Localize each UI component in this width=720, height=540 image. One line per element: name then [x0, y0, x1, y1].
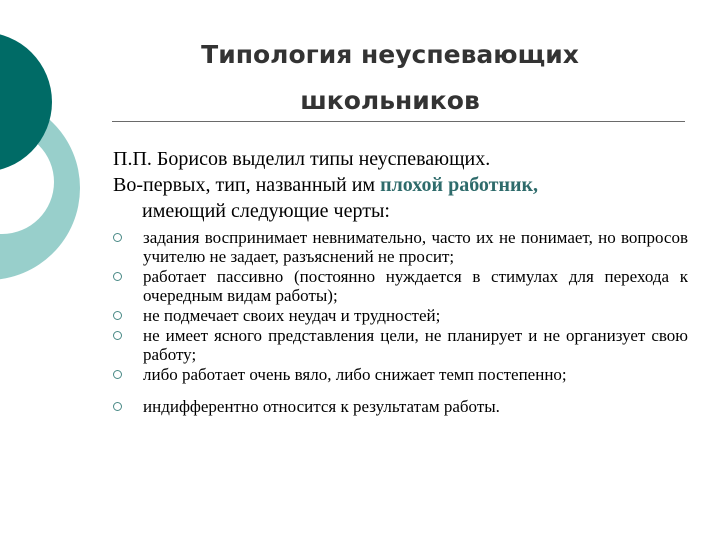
intro-paragraph — [113, 146, 688, 224]
title-divider — [112, 121, 685, 122]
slide-title — [150, 32, 630, 124]
list-item — [113, 228, 688, 266]
intro-line-1: П.П. Борисов выделил типы неуспевающих. — [113, 148, 491, 170]
list-item — [113, 267, 688, 305]
circle-bullet-icon — [113, 311, 122, 320]
traits-list — [113, 228, 688, 416]
list-item-text: не подмечает своих неудач и трудностей; — [143, 306, 441, 325]
intro-highlight-term: плохой работник, — [380, 174, 539, 196]
list-item — [113, 326, 688, 364]
list-item — [113, 365, 688, 384]
list-item-text: либо работает очень вяло, либо снижает темп постепенно; — [143, 365, 567, 384]
circle-bullet-icon — [113, 233, 122, 242]
list-item — [113, 397, 688, 416]
title-line-2: школьников — [300, 86, 480, 115]
list-item-text: работает пассивно (постоянно нуждается в стимулах для перехода к очередным видам работы); — [143, 267, 688, 305]
list-item — [113, 306, 688, 325]
intro-line-2: Во-первых, тип, названный им — [113, 174, 381, 196]
title-line-1: Типология неуспевающих — [201, 40, 579, 69]
decorative-circles-graphic — [0, 0, 110, 300]
list-item-text: не имеет ясного представления цели, не планирует и не организует свою работу; — [143, 326, 688, 364]
circle-bullet-icon — [113, 370, 122, 379]
list-item-text: задания воспринимает невнимательно, часто их не понимает, но вопросов учителю не задает, разъяснений не просит; — [143, 228, 688, 266]
circle-bullet-icon — [113, 331, 122, 340]
slide-body — [113, 146, 688, 417]
intro-line-3: имеющий следующие черты: — [142, 200, 390, 222]
list-item-text: индифферентно относится к результатам работы. — [143, 397, 500, 416]
circle-bullet-icon — [113, 402, 122, 411]
circle-bullet-icon — [113, 272, 122, 281]
